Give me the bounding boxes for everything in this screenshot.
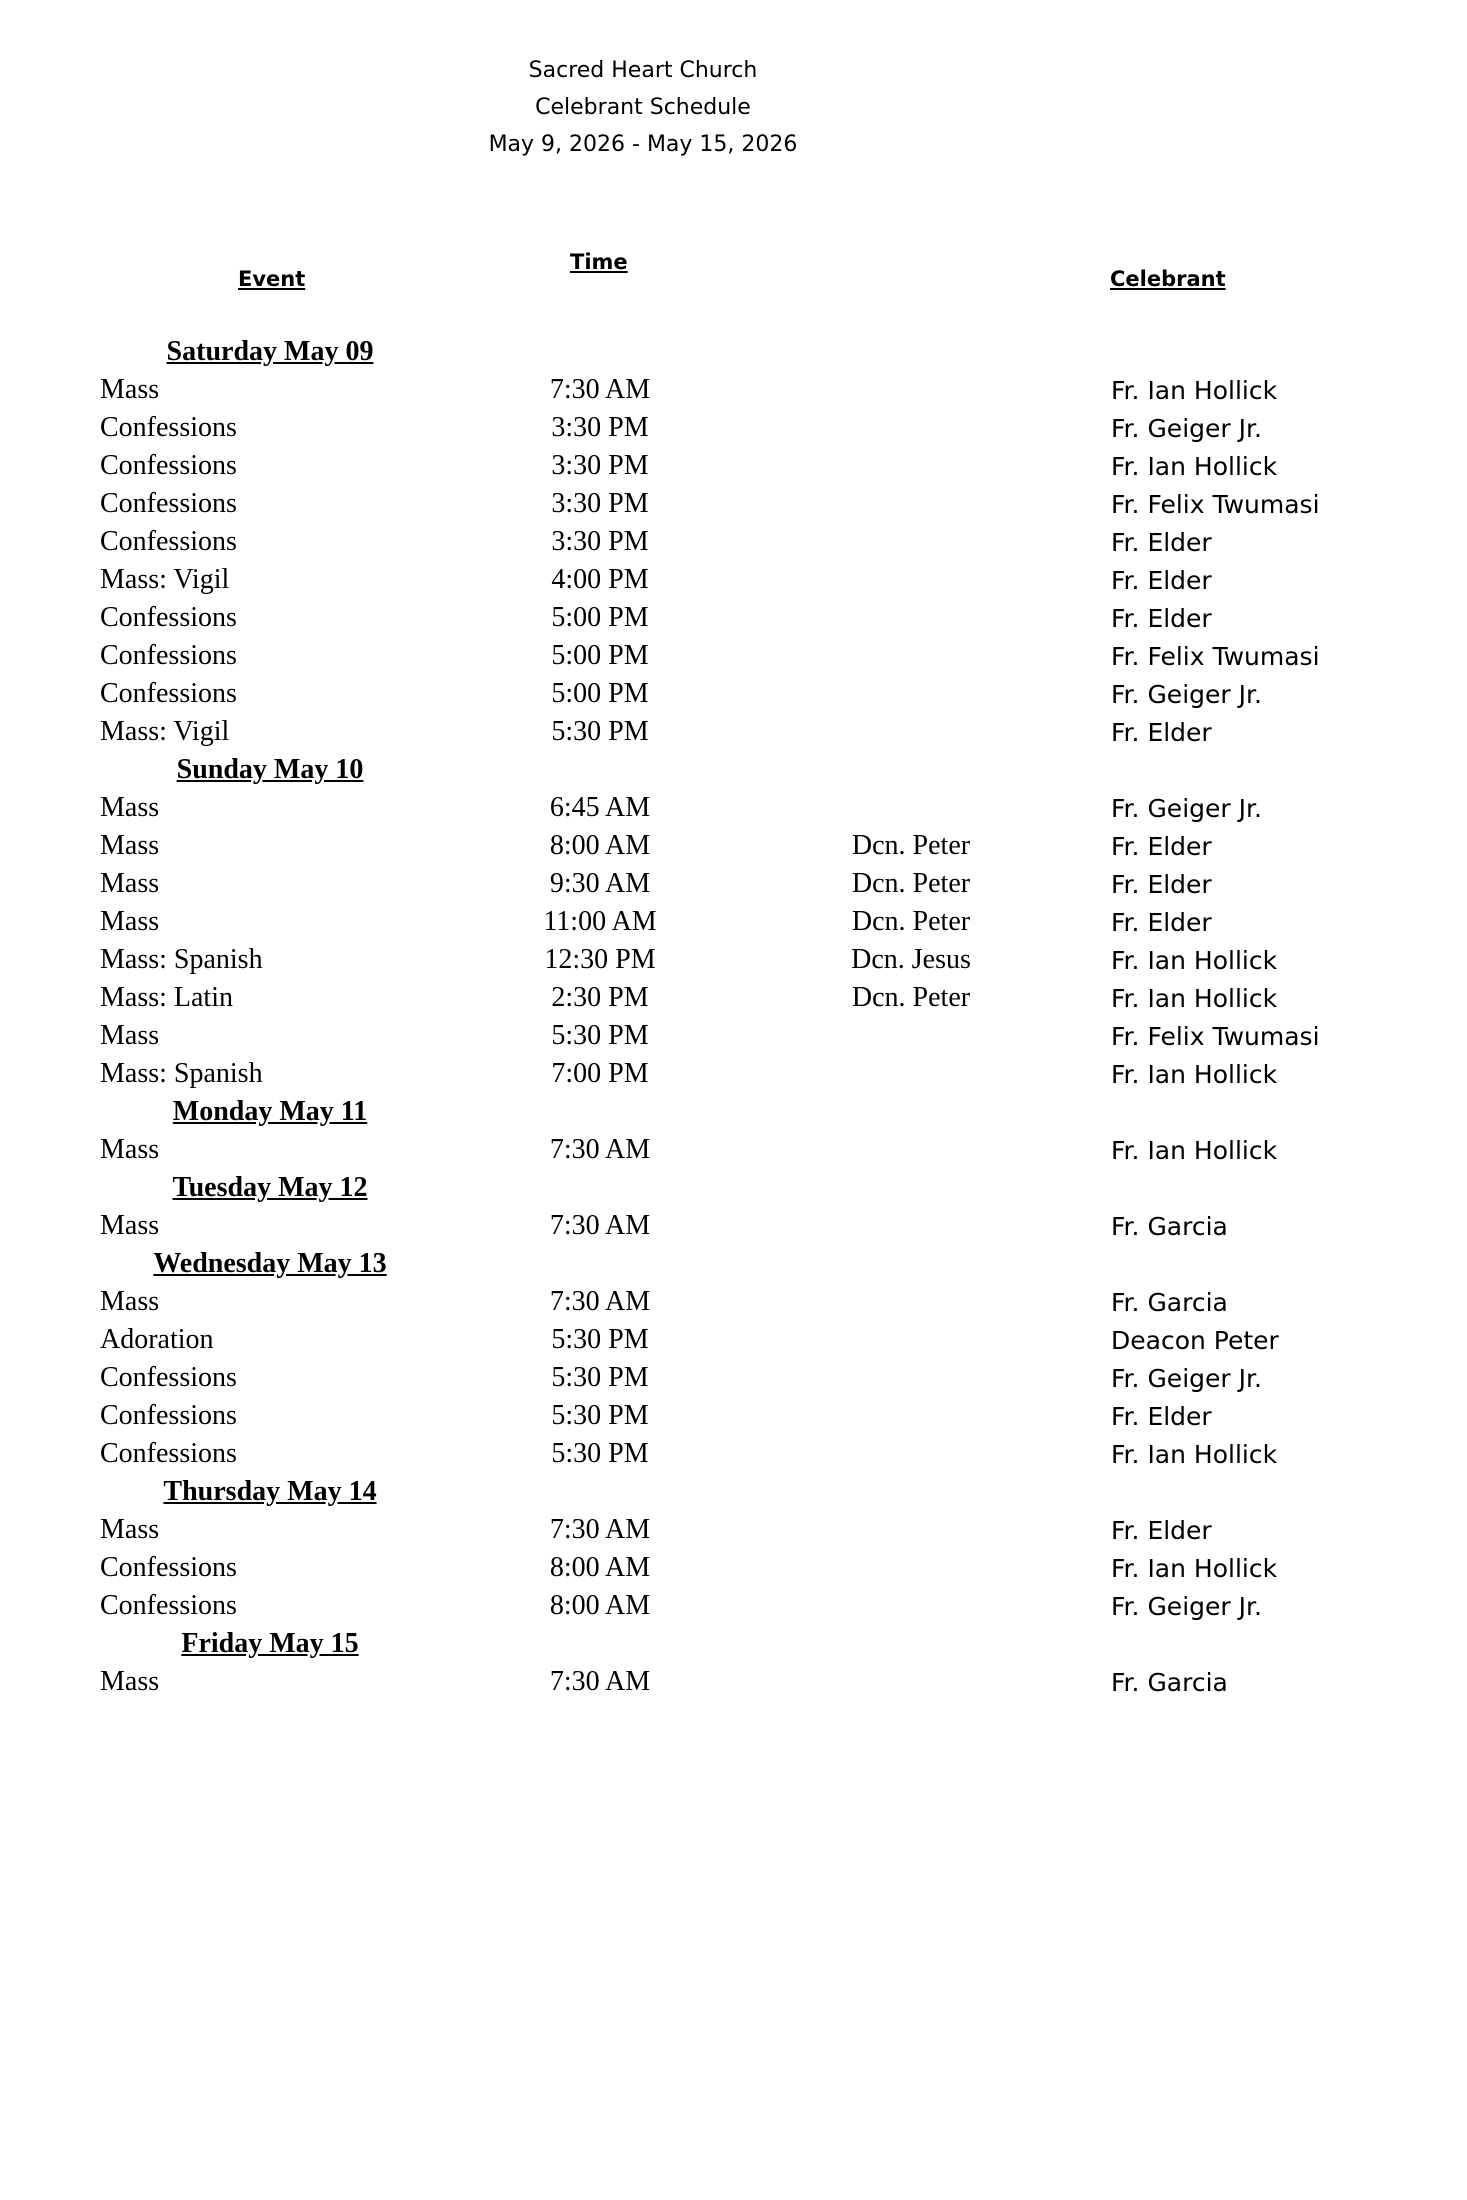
event-name: Mass <box>100 374 160 405</box>
schedule-title: Celebrant Schedule <box>535 95 751 120</box>
event-name: Mass <box>100 1210 160 1241</box>
event-time: 7:30 AM <box>549 374 651 405</box>
day-heading-row <box>0 1625 1467 1663</box>
event-name: Mass <box>100 1666 160 1697</box>
schedule-row <box>0 447 1467 485</box>
day-heading: Friday May 15 <box>181 1628 359 1659</box>
celebrant-name: Fr. Geiger Jr. <box>1111 414 1262 443</box>
day-heading: Monday May 11 <box>172 1096 368 1127</box>
schedule-row <box>0 1359 1467 1397</box>
deacon-name: Dcn. Peter <box>851 906 971 937</box>
event-name: Mass: Latin <box>100 982 233 1013</box>
schedule-row <box>0 409 1467 447</box>
date-range: May 9, 2026 - May 15, 2026 <box>488 132 798 157</box>
event-name: Confessions <box>100 526 237 557</box>
event-name: Mass <box>100 868 160 899</box>
celebrant-name: Fr. Ian Hollick <box>1111 1060 1278 1089</box>
day-heading-row <box>0 333 1467 371</box>
event-time: 5:30 PM <box>551 1324 649 1355</box>
church-name: Sacred Heart Church <box>528 58 758 83</box>
event-name: Mass <box>100 1514 160 1545</box>
event-name: Confessions <box>100 450 237 481</box>
celebrant-name: Fr. Geiger Jr. <box>1111 794 1262 823</box>
event-name: Mass: Vigil <box>100 716 230 747</box>
celebrant-name: Fr. Ian Hollick <box>1111 984 1278 1013</box>
column-header-celebrant: Celebrant <box>1110 267 1226 291</box>
event-time: 9:30 AM <box>549 868 651 899</box>
celebrant-name: Fr. Elder <box>1111 908 1212 937</box>
schedule-row <box>0 1663 1467 1701</box>
schedule-row <box>0 561 1467 599</box>
celebrant-name: Fr. Garcia <box>1111 1668 1228 1697</box>
event-time: 3:30 PM <box>551 488 649 519</box>
event-time: 5:30 PM <box>551 1400 649 1431</box>
event-time: 7:30 AM <box>549 1666 651 1697</box>
celebrant-name: Fr. Elder <box>1111 870 1212 899</box>
event-time: 5:30 PM <box>551 1438 649 1469</box>
celebrant-name: Fr. Elder <box>1111 566 1212 595</box>
celebrant-name: Fr. Geiger Jr. <box>1111 1592 1262 1621</box>
schedule-row <box>0 1435 1467 1473</box>
day-heading: Wednesday May 13 <box>153 1248 387 1279</box>
event-time: 3:30 PM <box>551 526 649 557</box>
event-name: Mass <box>100 1020 160 1051</box>
day-heading-row <box>0 1245 1467 1283</box>
day-heading: Thursday May 14 <box>163 1476 377 1507</box>
schedule-row <box>0 903 1467 941</box>
celebrant-name: Fr. Ian Hollick <box>1111 1554 1278 1583</box>
event-name: Mass: Spanish <box>100 1058 263 1089</box>
celebrant-name: Fr. Garcia <box>1111 1288 1228 1317</box>
celebrant-name: Deacon Peter <box>1111 1326 1279 1355</box>
schedule-row <box>0 865 1467 903</box>
schedule-row <box>0 1397 1467 1435</box>
schedule-row <box>0 1283 1467 1321</box>
event-name: Confessions <box>100 678 237 709</box>
schedule-row <box>0 675 1467 713</box>
schedule-row <box>0 637 1467 675</box>
event-time: 5:00 PM <box>551 602 649 633</box>
schedule-row <box>0 1055 1467 1093</box>
schedule-row <box>0 523 1467 561</box>
deacon-name: Dcn. Jesus <box>851 944 971 975</box>
event-time: 5:00 PM <box>551 640 649 671</box>
celebrant-name: Fr. Garcia <box>1111 1212 1228 1241</box>
schedule-row <box>0 485 1467 523</box>
celebrant-name: Fr. Geiger Jr. <box>1111 1364 1262 1393</box>
day-heading-row <box>0 1169 1467 1207</box>
event-name: Confessions <box>100 1362 237 1393</box>
schedule-row <box>0 1511 1467 1549</box>
column-header-time: Time <box>570 250 628 274</box>
celebrant-name: Fr. Felix Twumasi <box>1111 642 1320 671</box>
schedule-row <box>0 713 1467 751</box>
event-name: Mass <box>100 906 160 937</box>
schedule-row <box>0 371 1467 409</box>
event-time: 5:00 PM <box>551 678 649 709</box>
schedule-row <box>0 979 1467 1017</box>
celebrant-name: Fr. Felix Twumasi <box>1111 1022 1320 1051</box>
schedule-row <box>0 599 1467 637</box>
event-time: 8:00 AM <box>549 1552 651 1583</box>
event-name: Confessions <box>100 1552 237 1583</box>
celebrant-name: Fr. Elder <box>1111 718 1212 747</box>
celebrant-name: Fr. Elder <box>1111 832 1212 861</box>
schedule-row <box>0 1131 1467 1169</box>
event-time: 5:30 PM <box>551 1362 649 1393</box>
column-header-event: Event <box>238 267 306 291</box>
event-time: 8:00 AM <box>549 1590 651 1621</box>
event-time: 7:30 AM <box>549 1210 651 1241</box>
event-name: Adoration <box>100 1324 214 1355</box>
event-time: 7:30 AM <box>549 1134 651 1165</box>
event-time: 2:30 PM <box>551 982 649 1013</box>
event-name: Confessions <box>100 1590 237 1621</box>
event-name: Confessions <box>100 602 237 633</box>
schedule-list <box>0 333 1467 1701</box>
day-heading-row <box>0 1473 1467 1511</box>
event-time: 5:30 PM <box>551 1020 649 1051</box>
event-time: 12:30 PM <box>544 944 656 975</box>
event-name: Mass <box>100 1286 160 1317</box>
schedule-row <box>0 1207 1467 1245</box>
day-heading: Sunday May 10 <box>176 754 364 785</box>
deacon-name: Dcn. Peter <box>851 868 971 899</box>
deacon-name: Dcn. Peter <box>851 982 971 1013</box>
celebrant-name: Fr. Elder <box>1111 1402 1212 1431</box>
event-time: 5:30 PM <box>551 716 649 747</box>
day-heading-row <box>0 1093 1467 1131</box>
event-name: Confessions <box>100 1400 237 1431</box>
celebrant-name: Fr. Ian Hollick <box>1111 1440 1278 1469</box>
event-name: Mass <box>100 1134 160 1165</box>
celebrant-name: Fr. Ian Hollick <box>1111 1136 1278 1165</box>
event-name: Mass <box>100 792 160 823</box>
celebrant-name: Fr. Elder <box>1111 1516 1212 1545</box>
event-time: 11:00 AM <box>543 906 657 937</box>
event-name: Mass: Vigil <box>100 564 230 595</box>
celebrant-name: Fr. Ian Hollick <box>1111 452 1278 481</box>
celebrant-name: Fr. Elder <box>1111 604 1212 633</box>
event-name: Confessions <box>100 640 237 671</box>
event-name: Mass <box>100 830 160 861</box>
schedule-row <box>0 1549 1467 1587</box>
schedule-row <box>0 789 1467 827</box>
event-name: Mass: Spanish <box>100 944 263 975</box>
day-heading: Tuesday May 12 <box>172 1172 368 1203</box>
event-time: 4:00 PM <box>551 564 649 595</box>
event-name: Confessions <box>100 1438 237 1469</box>
schedule-row <box>0 1017 1467 1055</box>
event-name: Confessions <box>100 488 237 519</box>
schedule-row <box>0 941 1467 979</box>
schedule-row <box>0 827 1467 865</box>
schedule-row <box>0 1321 1467 1359</box>
deacon-name: Dcn. Peter <box>851 830 971 861</box>
event-time: 3:30 PM <box>551 450 649 481</box>
event-time: 3:30 PM <box>551 412 649 443</box>
day-heading: Saturday May 09 <box>166 336 374 367</box>
event-name: Confessions <box>100 412 237 443</box>
event-time: 7:30 AM <box>549 1514 651 1545</box>
event-time: 7:30 AM <box>549 1286 651 1317</box>
celebrant-name: Fr. Elder <box>1111 528 1212 557</box>
schedule-row <box>0 1587 1467 1625</box>
celebrant-name: Fr. Geiger Jr. <box>1111 680 1262 709</box>
event-time: 6:45 AM <box>549 792 651 823</box>
day-heading-row <box>0 751 1467 789</box>
event-time: 8:00 AM <box>549 830 651 861</box>
celebrant-name: Fr. Ian Hollick <box>1111 376 1278 405</box>
event-time: 7:00 PM <box>551 1058 649 1089</box>
celebrant-name: Fr. Ian Hollick <box>1111 946 1278 975</box>
celebrant-name: Fr. Felix Twumasi <box>1111 490 1320 519</box>
